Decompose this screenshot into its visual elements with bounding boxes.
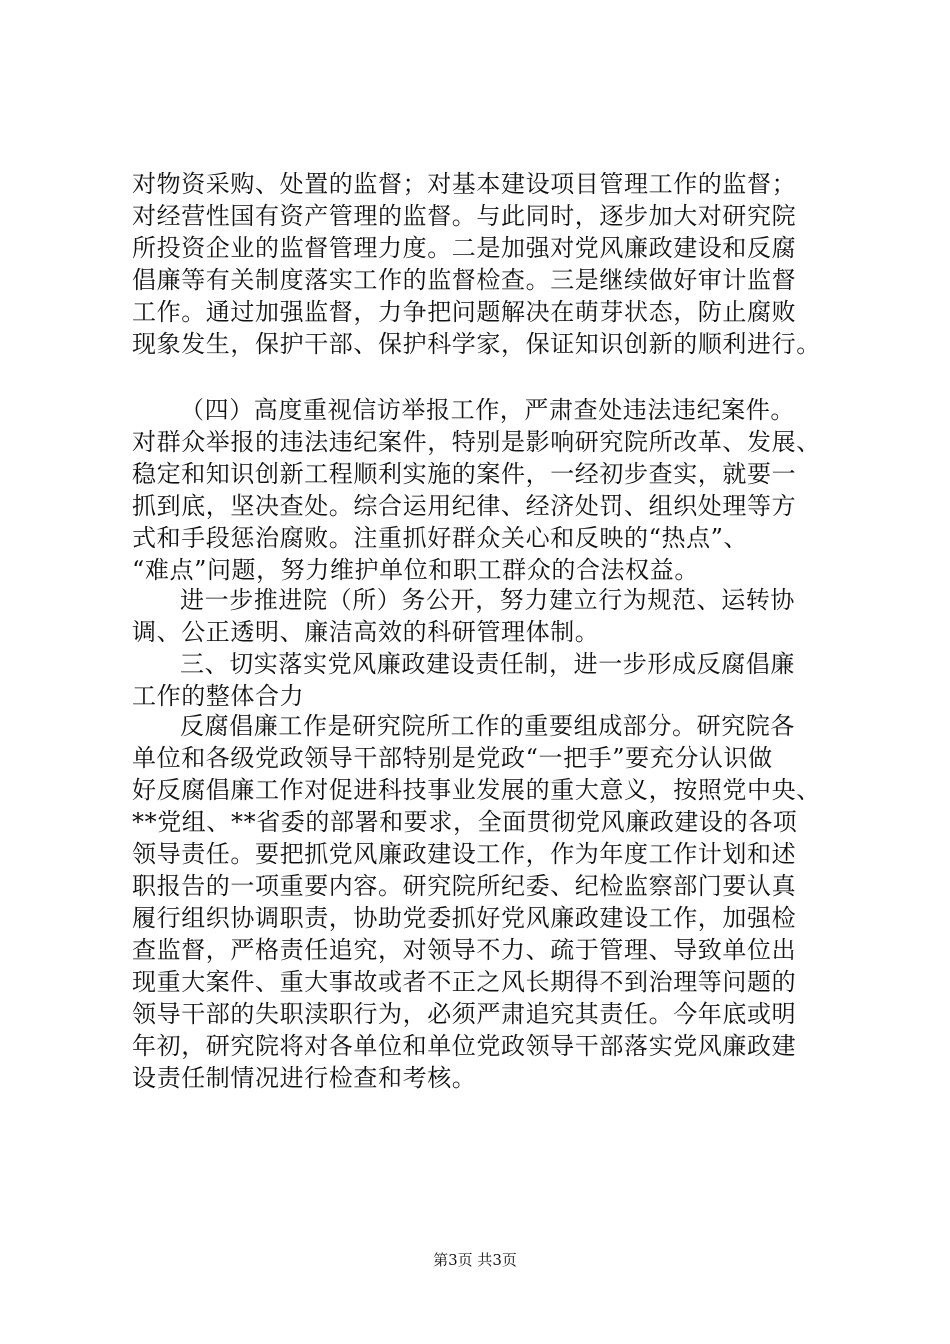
- text-line: 调、公正透明、廉洁高效的科研管理体制。: [132, 618, 600, 646]
- text-line: 对群众举报的违法违纪案件，特别是影响研究院所改革、发展、: [132, 428, 821, 456]
- text-line: “难点”问题，努力维护单位和职工群众的合法权益。: [132, 556, 699, 584]
- text-line: 稳定和知识创新工程顺利实施的案件，一经初步查实，就要一: [132, 460, 797, 488]
- section-heading-line: 工作的整体合力: [132, 682, 305, 710]
- text-line: 倡廉等有关制度落实工作的监督检查。三是继续做好审计监督: [132, 266, 797, 294]
- text-line: 对物资采购、处置的监督；对基本建设项目管理工作的监督；: [132, 170, 797, 198]
- section-heading-line: （四）高度重视信访举报工作，严肃查处违法违纪案件。: [180, 396, 795, 424]
- text-line: 反腐倡廉工作是研究院所工作的重要组成部分。研究院各: [180, 712, 795, 740]
- text-line: 所投资企业的监督管理力度。二是加强对党风廉政建设和反腐: [132, 234, 797, 262]
- section-heading-line: 三、切实落实党风廉政建设责任制，进一步形成反腐倡廉: [180, 650, 795, 678]
- text-line: 履行组织协调职责，协助党委抓好党风廉政建设工作，加强检: [132, 904, 797, 932]
- text-line: 设责任制情况进行检查和考核。: [132, 1064, 477, 1092]
- text-line: 现重大案件、重大事故或者不正之风长期得不到治理等问题的: [132, 968, 797, 996]
- text-line: 单位和各级党政领导干部特别是党政“一把手”要充分认识做: [132, 744, 773, 772]
- text-line: 年初，研究院将对各单位和单位党政领导干部落实党风廉政建: [132, 1032, 797, 1060]
- text-line: **党组、**省委的部署和要求，全面贯彻党风廉政建设的各项: [132, 808, 798, 836]
- page-footer: 第3页 共3页: [433, 1251, 517, 1269]
- text-line: 对经营性国有资产管理的监督。与此同时，逐步加大对研究院: [132, 202, 797, 230]
- text-line: 抓到底，坚决查处。综合运用纪律、经济处罚、组织处理等方: [132, 492, 797, 520]
- text-line: 进一步推进院（所）务公开，努力建立行为规范、运转协: [180, 586, 795, 614]
- text-line: 现象发生，保护干部、保护科学家，保证知识创新的顺利进行。: [132, 330, 821, 358]
- text-line: 领导干部的失职渎职行为，必须严肃追究其责任。今年底或明: [132, 1000, 797, 1028]
- text-line: 查监督，严格责任追究，对领导不力、疏于管理、导致单位出: [132, 936, 797, 964]
- text-line: 领导责任。要把抓党风廉政建设工作，作为年度工作计划和述: [132, 840, 797, 868]
- text-line: 职报告的一项重要内容。研究院所纪委、纪检监察部门要认真: [132, 872, 797, 900]
- text-line: 好反腐倡廉工作对促进科技事业发展的重大意义，按照党中央、: [132, 776, 821, 804]
- text-line: 式和手段惩治腐败。注重抓好群众关心和反映的“热点”、: [132, 524, 749, 552]
- text-line: 工作。通过加强监督，力争把问题解决在萌芽状态，防止腐败: [132, 298, 797, 326]
